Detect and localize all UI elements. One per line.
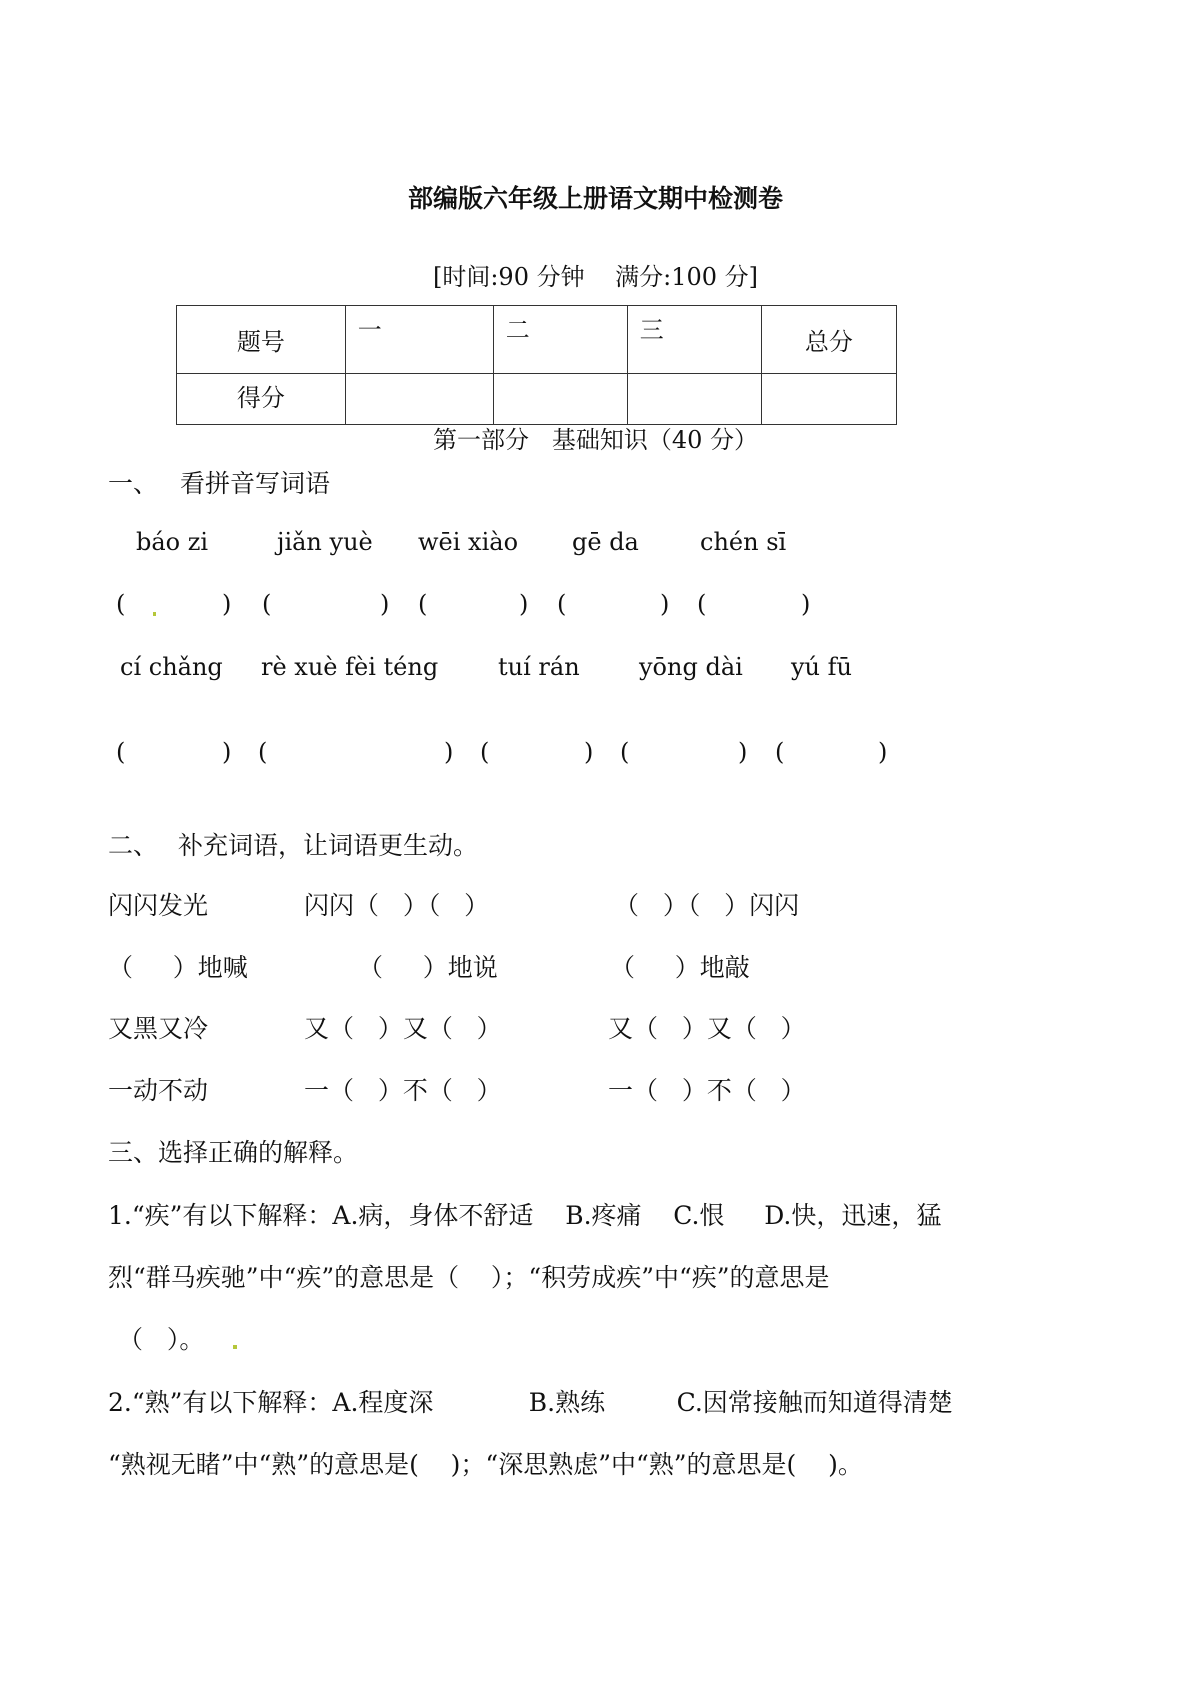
pinyin-2-5: yú fū (791, 653, 852, 681)
q1-line-2[interactable]: 烈“群马疾驰”中“疾”的意思是（ ）；“积劳成疾”中“疾”的意思是 (108, 1263, 830, 1292)
answer-blank-1-2-close[interactable]: ) (380, 590, 390, 618)
answer-blank-2-3-close[interactable]: ) (584, 738, 594, 766)
answer-blank-2-2-close[interactable]: ) (444, 738, 454, 766)
pinyin-2-2: rè xuè fèi téng (261, 653, 439, 681)
word-example-3: 又黑又冷 (108, 1014, 209, 1043)
answer-blank-1-5-open[interactable]: ( (697, 590, 707, 618)
score-table-score-row (177, 374, 897, 425)
fill-word-3-2[interactable]: 又（ ）又（ ） (608, 1014, 806, 1043)
answer-blank-1-1-close[interactable]: ) (222, 590, 232, 618)
pinyin-2-1: cí chǎng (120, 653, 223, 681)
answer-blank-2-5-open[interactable]: ( (775, 738, 785, 766)
fill-word-4-2[interactable]: 一（ ）不（ ） (608, 1076, 806, 1105)
answer-blank-1-2-open[interactable]: ( (262, 590, 272, 618)
cell-section-3: 三 (627, 306, 761, 374)
score-input-section-1[interactable] (345, 374, 493, 425)
exam-title: 部编版六年级上册语文期中检测卷 (407, 184, 783, 213)
cell-question-number-label: 题号 (177, 306, 346, 374)
section1-heading: 看拼音写词语 (180, 469, 331, 498)
fill-word-2-2[interactable]: （ ）地说 (358, 953, 498, 982)
fill-word-3-1[interactable]: 又（ ）又（ ） (304, 1014, 502, 1043)
answer-blank-1-3-open[interactable]: ( (418, 590, 428, 618)
pinyin-1-3: wēi xiào (418, 528, 519, 556)
fill-word-2-3[interactable]: （ ）地敲 (610, 953, 750, 982)
answer-blank-1-4-close[interactable]: ) (660, 590, 670, 618)
answer-blank-1-4-open[interactable]: ( (557, 590, 567, 618)
answer-blank-1-5-close[interactable]: ) (801, 590, 811, 618)
part-heading: 第一部分 基础知识（40 分） (432, 426, 759, 454)
answer-blank-2-4-open[interactable]: ( (620, 738, 630, 766)
score-input-total[interactable] (761, 374, 896, 425)
fill-word-4-1[interactable]: 一（ ）不（ ） (304, 1076, 502, 1105)
pinyin-1-5: chén sī (700, 528, 787, 556)
word-example-4: 一动不动 (108, 1076, 209, 1105)
cell-section-2: 二 (493, 306, 627, 374)
q2-line-1: 2.“熟”有以下解释：A.程度深 B.熟练 C.因常接触而知道得清楚 (108, 1388, 953, 1417)
answer-blank-2-5-close[interactable]: ) (878, 738, 888, 766)
answer-blank-2-1-open[interactable]: ( (116, 738, 126, 766)
section1-number: 一、 (108, 469, 159, 498)
pinyin-2-4: yōng dài (639, 653, 743, 681)
answer-blank-2-4-close[interactable]: ) (738, 738, 748, 766)
pinyin-1-1: báo zi (136, 528, 209, 556)
section3-heading: 三、选择正确的解释。 (108, 1138, 359, 1167)
score-input-section-2[interactable] (493, 374, 627, 425)
exam-time-score-info: [时间:90 分钟 满分:100 分] (432, 263, 759, 291)
answer-blank-1-3-close[interactable]: ) (519, 590, 529, 618)
cell-section-1: 一 (345, 306, 493, 374)
section2-number: 二、 (108, 831, 159, 860)
q1-line-3[interactable]: （ ）。 (118, 1325, 205, 1354)
score-input-section-3[interactable] (627, 374, 761, 425)
pinyin-1-2: jiǎn yuè (277, 528, 373, 556)
answer-blank-2-2-open[interactable]: ( (258, 738, 268, 766)
q1-line-1: 1.“疾”有以下解释：A.病，身体不舒适 B.疼痛 C.恨 D.快，迅速，猛 (108, 1201, 942, 1230)
fill-word-2-1[interactable]: （ ）地喊 (108, 953, 248, 982)
score-table (176, 305, 897, 425)
q2-line-2[interactable]: “熟视无睹”中“熟”的意思是( )；“深思熟虑”中“熟”的意思是( )。 (108, 1450, 863, 1479)
section2-heading: 补充词语，让词语更生动。 (178, 831, 479, 860)
fill-word-1-1[interactable]: 闪闪（ ）（ ） (304, 891, 490, 920)
fill-word-1-2[interactable]: （ ）（ ）闪闪 (614, 891, 800, 920)
pinyin-2-3: tuí rán (498, 653, 580, 681)
answer-blank-2-3-open[interactable]: ( (480, 738, 490, 766)
word-example-1: 闪闪发光 (108, 891, 209, 920)
stray-mark (233, 1345, 237, 1349)
answer-blank-2-1-close[interactable]: ) (222, 738, 232, 766)
cell-score-label: 得分 (177, 374, 346, 425)
score-table-header-row (177, 306, 897, 374)
pinyin-1-4: gē da (572, 528, 639, 556)
answer-blank-1-1-open[interactable]: ( (116, 590, 126, 618)
cell-total-label: 总分 (761, 306, 896, 374)
stray-mark (153, 612, 156, 616)
